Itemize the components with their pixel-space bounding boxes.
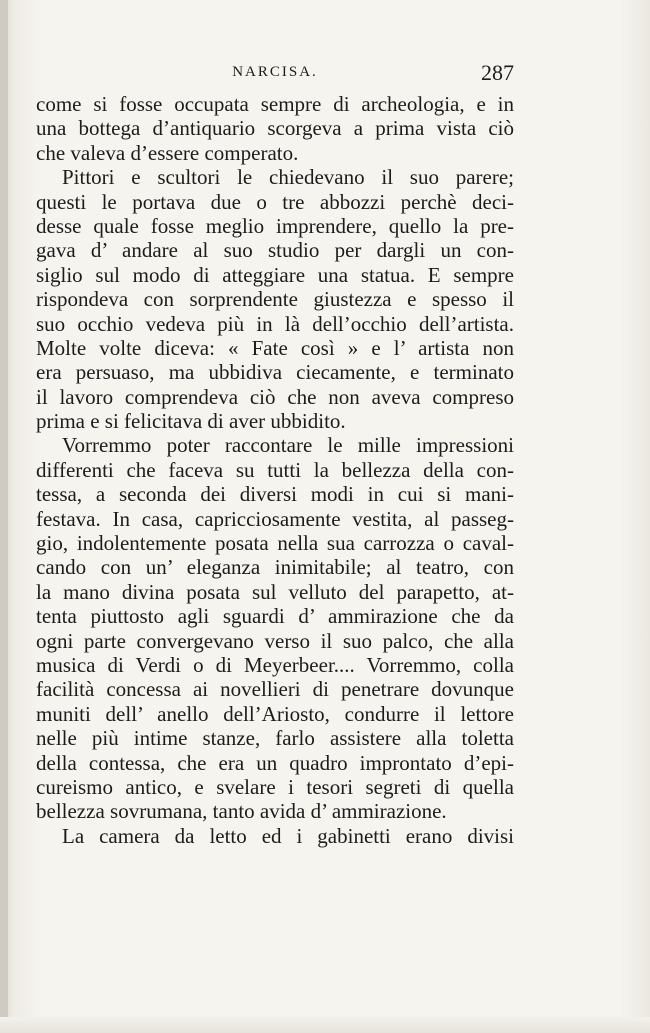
text-line: prima e si felicitava di aver ubbidito.	[36, 409, 346, 434]
text-line: era persuaso, ma ubbidiva ciecamente, e terminato	[36, 360, 514, 385]
text-line: festava. In casa, capricciosamente vestita, al passeg-	[36, 506, 514, 531]
paragraph-start-line: Vorremmo poter raccontare le mille impressioni	[62, 433, 514, 458]
paragraph-start-line: Pittori e scultori le chiedevano il suo parere;	[62, 165, 514, 190]
text-line: tessa, a seconda dei diversi modi in cui si mani-	[36, 482, 514, 507]
text-line: facilità concessa ai novellieri di penetrare dovunque	[36, 677, 514, 702]
text-line: una bottega d’antiquario scorgeva a prima vista ciò	[36, 116, 514, 141]
text-line: Molte volte diceva: « Fate così » e l’ artista non	[36, 335, 514, 360]
page-gutter-shadow	[0, 0, 8, 1033]
text-line: muniti dell’ anello dell’Ariosto, condurre il lettore	[36, 701, 514, 726]
text-line: che valeva d’essere comperato.	[36, 140, 299, 165]
running-head	[36, 60, 514, 86]
text-line: il lavoro comprendeva ciò che non aveva compreso	[36, 384, 514, 409]
body-text	[36, 92, 514, 848]
text-line: la mano divina posata sul velluto del parapetto, at-	[36, 579, 514, 604]
text-line: cureismo antico, e svelare i tesori segreti di quella	[36, 774, 514, 799]
text-line: cando con un’ eleganza inimitabile; al teatro, con	[36, 555, 514, 580]
paragraph-start-line: La camera da letto ed i gabinetti erano divisi	[62, 823, 514, 848]
text-line: rispondeva con sorprendente giustezza e spesso il	[36, 287, 514, 312]
text-line: della contessa, che era un quadro improntato d’epi-	[36, 750, 514, 775]
text-line: gava d’ andare al suo studio per dargli un con-	[36, 238, 514, 263]
text-line: tenta piuttosto agli sguardi d’ ammirazione che da	[36, 604, 514, 629]
text-line: musica di Verdi o di Meyerbeer.... Vorremmo, colla	[36, 652, 514, 677]
running-title: NARCISA.	[232, 64, 318, 80]
text-line: questi le portava due o tre abbozzi perchè deci-	[36, 189, 514, 214]
page-bottom-edge	[0, 1017, 650, 1033]
text-line: suo occhio vedeva più in là dell’occhio dell’artista.	[36, 311, 514, 336]
text-line: bellezza sovrumana, tanto avida d’ ammirazione.	[36, 799, 447, 824]
text-line: gio, indolentemente posata nella sua carrozza o caval-	[36, 531, 514, 556]
page-number: 287	[481, 60, 514, 85]
text-line: ogni parte convergevano verso il suo palco, che alla	[36, 628, 514, 653]
text-line: differenti che faceva su tutti la bellezza della con-	[36, 457, 514, 482]
text-line: siglio sul modo di atteggiare una statua. E sempre	[36, 262, 514, 287]
text-line: nelle più intime stanze, farlo assistere alla toletta	[36, 726, 514, 751]
text-line: desse quale fosse meglio imprendere, quello la pre-	[36, 213, 514, 238]
text-line: come si fosse occupata sempre di archeologia, e in	[36, 92, 514, 116]
